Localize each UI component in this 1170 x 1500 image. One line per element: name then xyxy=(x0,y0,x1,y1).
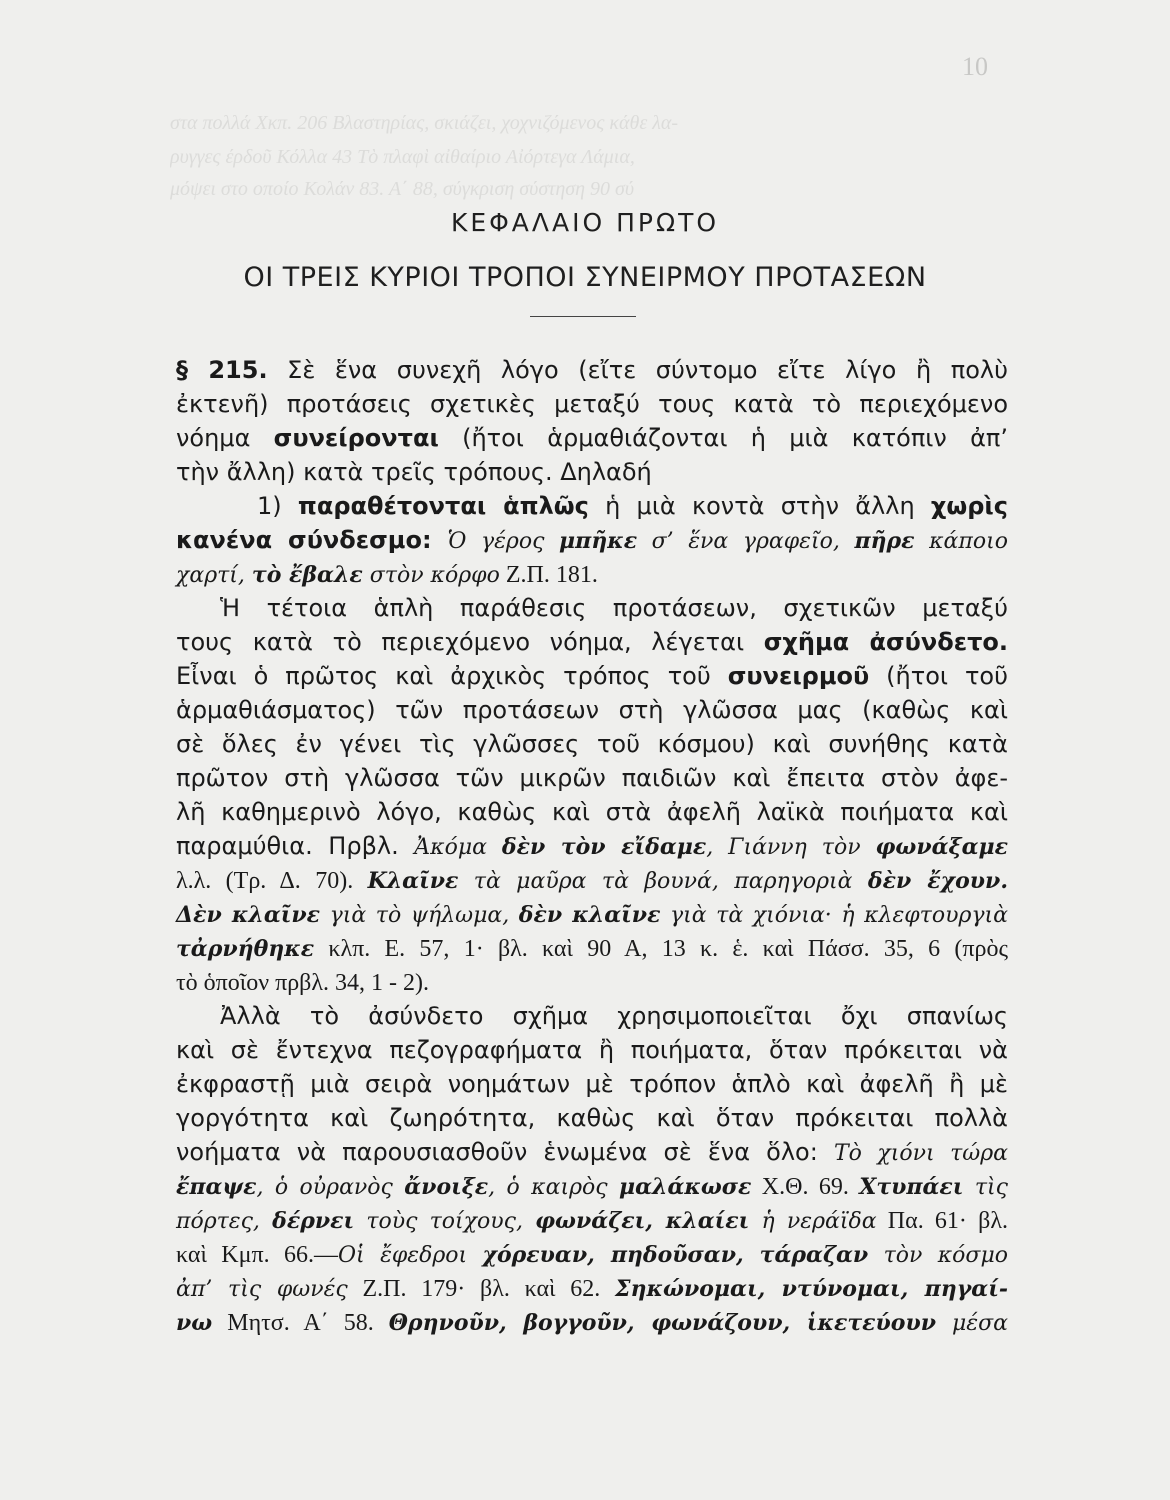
text-line: πρῶτον στὴ γλῶσσα τῶν μικρῶν παιδιῶν καὶ ἔπειτα στὸν ἀφε- xyxy=(176,764,1008,792)
text-line: σὲ ὅλες ἐν γένει τὶς γλῶσσες τοῦ κόσμου) καὶ συνήθης κατὰ xyxy=(176,730,1008,758)
text-line: τους κατὰ τὸ περιεχόμενο νόημα, λέγεται σχῆμα ἀσύνδετο. xyxy=(176,628,1008,656)
text-line: λ.λ. (Τρ. Δ. 70). Κλαῖνε τὰ μαῦρα τὰ βουνά, παρηγοριὰ δὲν ἔχουν. xyxy=(176,868,1008,894)
text-line: τἀρνήθηκε κλπ. Ε. 57, 1· βλ. καὶ 90 Α, 13 κ. ἑ. καὶ Πάσσ. 35, 6 (πρὸς xyxy=(176,936,1008,962)
text-line: τὸ ὁποῖον πρβλ. 34, 1 - 2). xyxy=(176,970,429,996)
bleed-through-line: στα πολλά Χκπ. 206 Βλαστηρίας, σκιάζει, χοχνιζόμενος κάθε λα- xyxy=(170,112,679,134)
text-line: § 215. Σὲ ἕνα συνεχῆ λόγο (εἴτε σύντομο εἴτε λίγο ἢ πολὺ xyxy=(176,356,1008,384)
text-line: 1) παραθέτονται ἁπλῶς ἡ μιὰ κοντὰ στὴν ἄλλη χωρὶς xyxy=(257,492,1008,520)
chapter-title: ΟΙ ΤΡΕΙΣ ΚΥΡΙΟΙ ΤΡΟΠΟΙ ΣΥΝΕΙΡΜΟΥ ΠΡΟΤΑΣΕΩΝ xyxy=(243,262,927,293)
text-line: κανένα σύνδεσμο: Ὁ γέρος μπῆκε σ’ ἕνα γραφεῖο, πῆρε κάποιο xyxy=(176,526,1008,554)
text-line: Ἀλλὰ τὸ ἀσύνδετο σχῆμα χρησιμοποιεῖται ὄχι σπανίως xyxy=(220,1002,1008,1030)
chapter-label: ΚΕΦΑΛΑΙΟ ΠΡΩΤΟ xyxy=(450,208,720,237)
text-line: νοήματα νὰ παρουσιασθοῦν ἑνωμένα σὲ ἕνα ὅλο: Τὸ χιόνι τώρα xyxy=(176,1138,1009,1166)
text-line: Δὲν κλαῖνε γιὰ τὸ ψήλωμα, δὲν κλαῖνε γιὰ τὰ χιόνια· ἡ κλεφτουργιὰ xyxy=(176,902,1009,928)
text-line: τὴν ἄλλη) κατὰ τρεῖς τρόπους. Δηλαδή xyxy=(176,458,652,486)
section-number: § 215. xyxy=(176,356,268,384)
text-line: νω Μητσ. Α΄ 58. Θρηνοῦν, βογγοῦν, φωνάζουν, ἱκετεύουν μέσα xyxy=(176,1310,1008,1336)
text-line: καὶ Κμπ. 66.—Οἱ ἔφεδροι χόρευαν, πηδοῦσαν, τάραζαν τὸν κόσμο xyxy=(176,1242,1008,1268)
title-rule xyxy=(530,316,636,317)
text-line: πόρτες, δέρνει τοὺς τοίχους, φωνάζει, κλαίει ἡ νεράϊδα Πα. 61· βλ. xyxy=(176,1208,1008,1234)
text-line: χαρτί, τὸ ἔβαλε στὸν κόρφο Ζ.Π. 181. xyxy=(176,562,598,588)
text-line: ἐκτενῆ) προτάσεις σχετικὲς μεταξύ τους κατὰ τὸ περιεχόμενο xyxy=(176,390,1008,418)
text-line: παραμύθια. Πρβλ. Ἀκόμα δὲν τὸν εἴδαμε, Γιάννη τὸν φωνάξαμε xyxy=(176,832,1008,860)
text-line: λῆ καθημερινὸ λόγο, καθὼς καὶ στὰ ἀφελῆ λαϊκὰ ποιήματα καὶ xyxy=(176,798,1008,826)
text-line: νόημα συνείρονται (ἤτοι ἁρμαθιάζονται ἡ μιὰ κατόπιν ἀπ’ xyxy=(176,424,1008,452)
text-line: ἐκφραστῇ μιὰ σειρὰ νοημάτων μὲ τρόπον ἁπλὸ καὶ ἀφελῆ ἢ μὲ xyxy=(176,1070,1008,1098)
text-line: καὶ σὲ ἔντεχνα πεζογραφήματα ἢ ποιήματα, ὅταν πρόκειται νὰ xyxy=(176,1036,1008,1064)
text-line: Εἶναι ὁ πρῶτος καὶ ἀρχικὸς τρόπος τοῦ συνειρμοῦ (ἤτοι τοῦ xyxy=(176,662,1008,690)
text-line: ἀπ’ τὶς φωνές Ζ.Π. 179· βλ. καὶ 62. Σηκώνομαι, ντύνομαι, πηγαί- xyxy=(176,1276,1009,1302)
bleed-through-line: ρυγγες έρδοῦ Κόλλα 43 Τὸ πλαφὶ αἰθαίριο Αἰόρτεγα Λάμια, xyxy=(170,146,635,168)
text-line: γοργότητα καὶ ζωηρότητα, καθὼς καὶ ὅταν πρόκειται πολλὰ xyxy=(176,1104,1008,1132)
page-number: 10 xyxy=(962,52,988,81)
text-line: ἁρμαθιάσματος) τῶν προτάσεων στὴ γλῶσσα μας (καθὼς καὶ xyxy=(176,696,1008,724)
text-line: Ἡ τέτοια ἁπλὴ παράθεσις προτάσεων, σχετικῶν μεταξύ xyxy=(220,594,1008,622)
bleed-through-line: μόψει στο οποίο Κολάν 83. Α΄ 88, σύγκριση σύστηση 90 σύ xyxy=(170,178,635,200)
text-line: ἔπαψε, ὁ οὐρανὸς ἄνοιξε, ὁ καιρὸς μαλάκωσε Χ.Θ. 69. Χτυπάει τὶς xyxy=(176,1174,1008,1200)
